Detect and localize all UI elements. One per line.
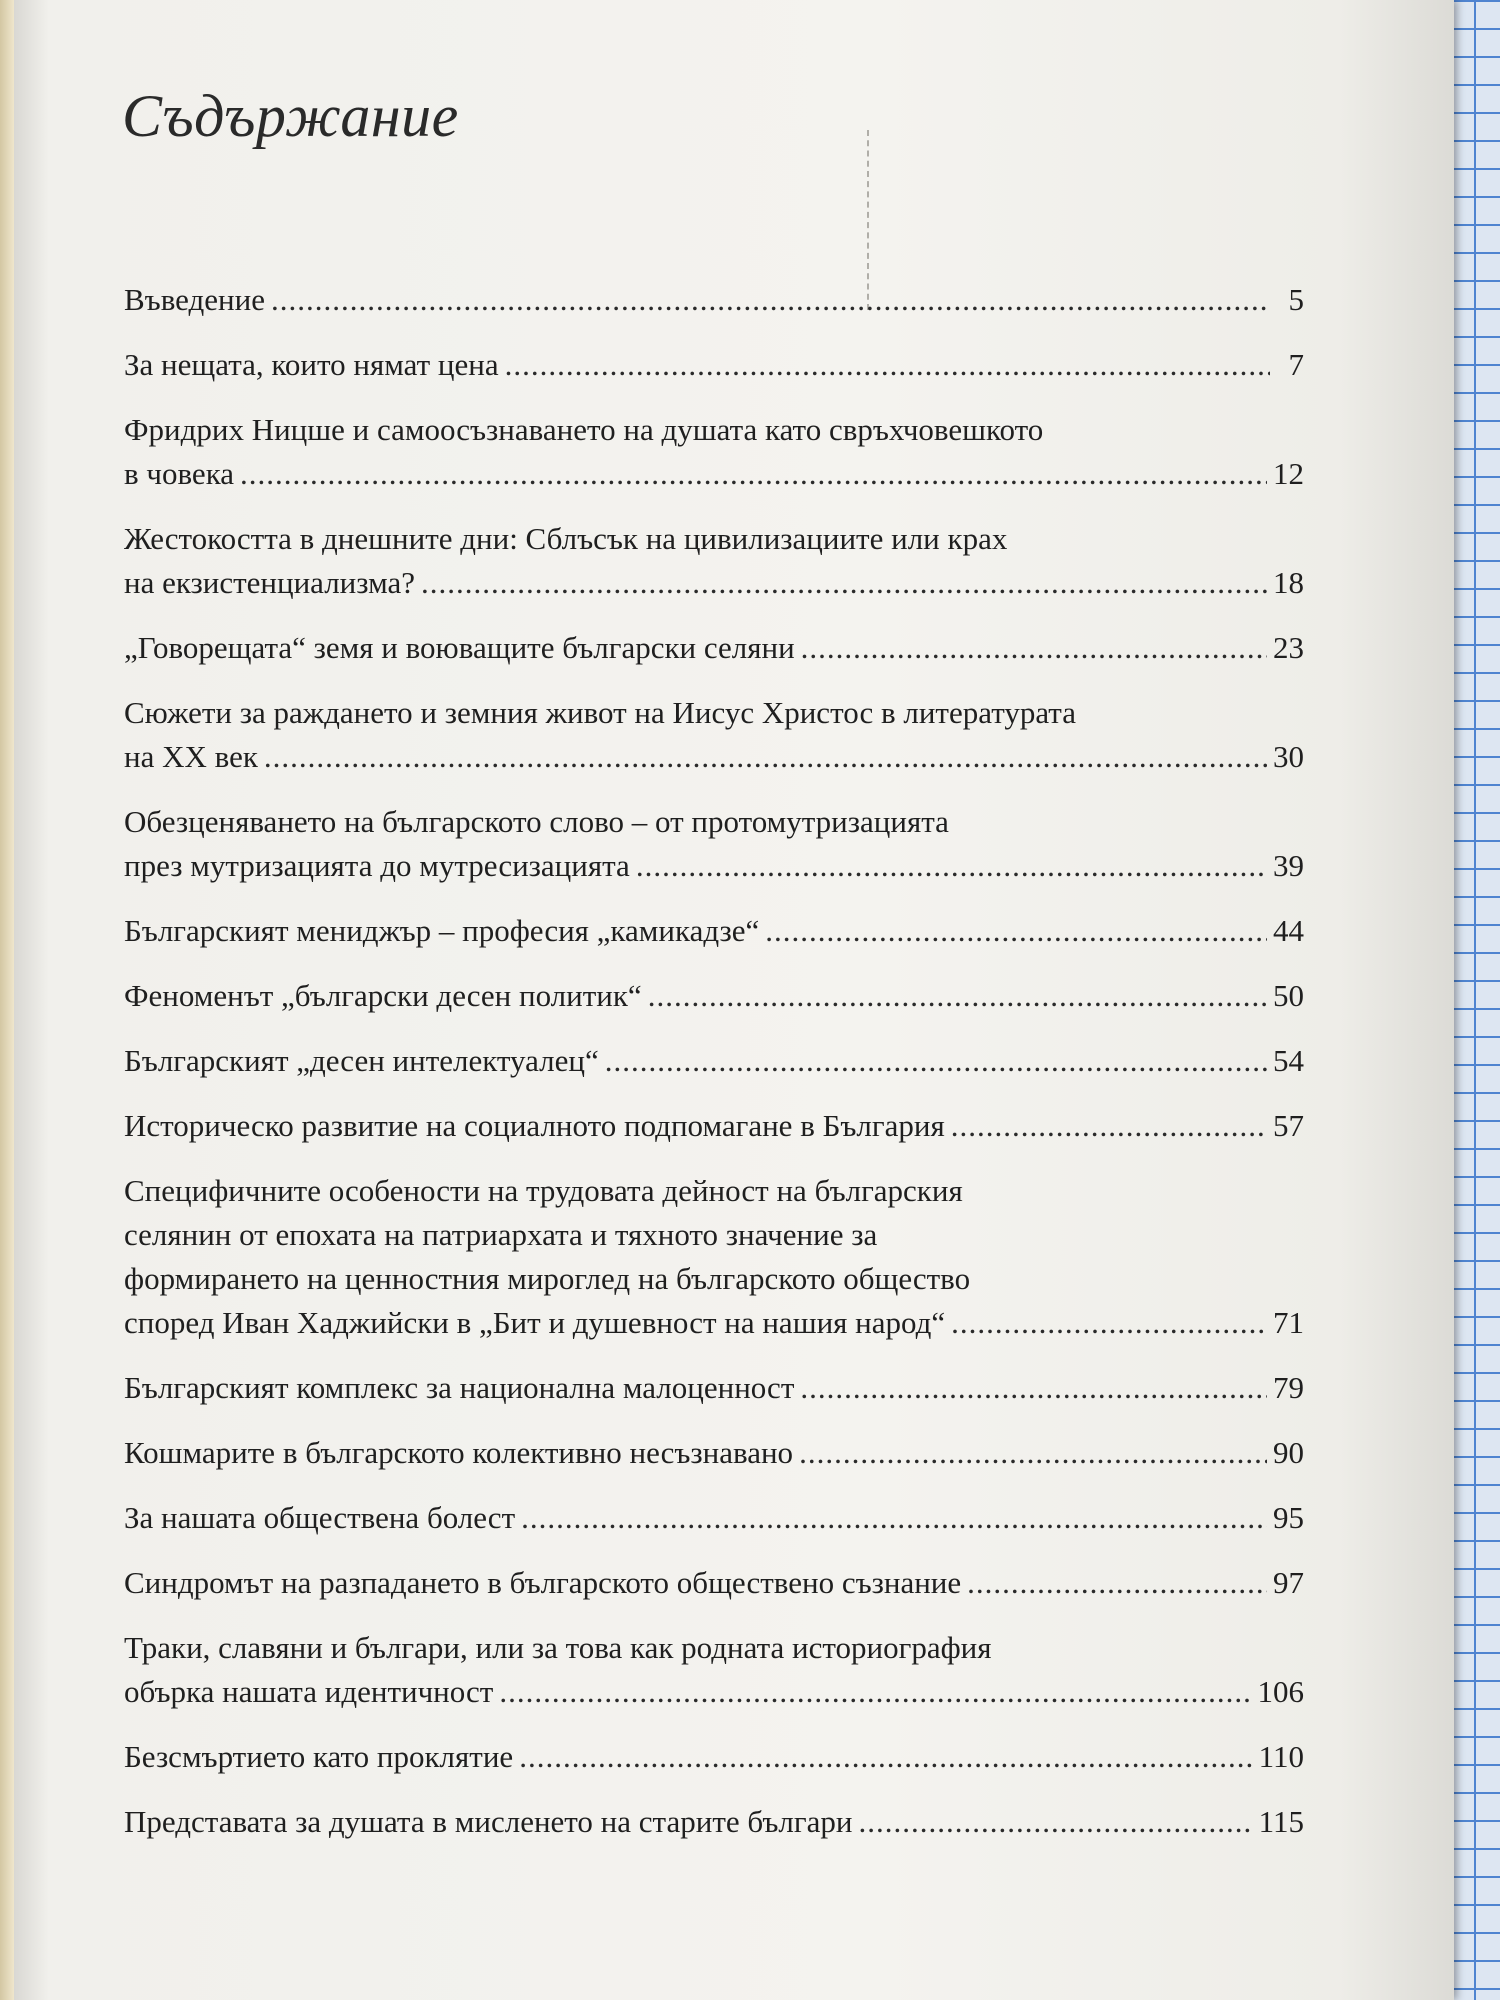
toc-entry-last-line xyxy=(124,343,1304,387)
toc-entry-title-line: Представата за душата в мисленето на старите българи xyxy=(124,1804,853,1839)
toc-entry-last-line xyxy=(124,909,1304,953)
toc-entry xyxy=(124,1431,1304,1475)
toc-entry xyxy=(124,1800,1304,1844)
toc-entry-page-number: 7 xyxy=(1288,347,1304,382)
book-page xyxy=(14,0,1454,2000)
toc-entry xyxy=(124,626,1304,670)
toc-entry-last-line xyxy=(124,452,1304,496)
toc-entry-title-line: според Иван Хаджийски в „Бит и душевност на нашия народ“ xyxy=(124,1305,946,1340)
dot-leader xyxy=(801,626,1267,670)
book-edge xyxy=(0,0,14,2000)
dot-leader xyxy=(636,844,1267,888)
toc-entry-page-number: 39 xyxy=(1273,848,1304,883)
dot-leader xyxy=(951,1301,1267,1345)
toc-entry xyxy=(124,1366,1304,1410)
toc-entry-page-number: 5 xyxy=(1288,282,1304,317)
toc-entry-title-line: на XX век xyxy=(124,739,258,774)
toc-entry-title-line: формирането на ценностния мироглед на българското общество xyxy=(124,1261,971,1296)
toc-entry xyxy=(124,1496,1304,1540)
toc-entry-last-line xyxy=(124,1735,1304,1779)
toc-entry-last-line xyxy=(124,735,1304,779)
dot-leader xyxy=(799,1431,1267,1475)
toc-entry-last-line xyxy=(124,1301,1304,1345)
toc-entry-page-number: 44 xyxy=(1273,913,1304,948)
toc-entry xyxy=(124,909,1304,953)
toc-entry-last-line xyxy=(124,1039,1304,1083)
dot-leader xyxy=(499,1670,1251,1714)
dot-leader xyxy=(648,974,1267,1018)
toc-entry-title-line: Историческо развитие на социалното подпомагане в България xyxy=(124,1108,945,1143)
dot-leader xyxy=(858,1800,1252,1844)
toc-entry-title-line: Кошмарите в българското колективно несъзнавано xyxy=(124,1435,794,1470)
dot-leader xyxy=(967,1561,1267,1605)
toc-entry-title-line: Българският комплекс за национална малоценност xyxy=(124,1370,795,1405)
dot-leader xyxy=(605,1039,1267,1083)
toc-entry-title-line: Феноменът „български десен политик“ xyxy=(124,978,642,1013)
toc-entry xyxy=(124,408,1304,496)
toc-entry-title-line: Жестокостта в днешните дни: Сблъсък на цивилизациите или крах xyxy=(124,521,1008,556)
toc-entry-last-line xyxy=(124,1561,1304,1605)
toc-entry xyxy=(124,278,1304,322)
toc-entry-title-line: Специфичните особености на трудовата дейност на българския xyxy=(124,1173,963,1208)
toc-entry-page-number: 97 xyxy=(1273,1565,1304,1600)
toc-entry-page-number: 71 xyxy=(1273,1305,1304,1340)
toc-entry-title-line: селянин от епохата на патриархата и тяхното значение за xyxy=(124,1217,878,1252)
toc-entry-last-line xyxy=(124,1431,1304,1475)
dot-leader xyxy=(519,1735,1252,1779)
toc-entry-last-line xyxy=(124,278,1304,322)
toc-entry-page-number: 115 xyxy=(1258,1804,1304,1839)
toc-entry-last-line xyxy=(124,561,1304,605)
dot-leader xyxy=(271,278,1270,322)
toc-entry-page-number: 54 xyxy=(1273,1043,1304,1078)
toc-entry-page-number: 18 xyxy=(1273,565,1304,600)
toc-entry xyxy=(124,691,1304,779)
toc-entry-last-line xyxy=(124,1104,1304,1148)
toc-entry-title-line: на екзистенциализма? xyxy=(124,565,416,600)
toc-entry xyxy=(124,1626,1304,1714)
toc-entry-title-line: Траки, славяни и българи, или за това как родната историография xyxy=(124,1630,992,1665)
toc-entry-page-number: 50 xyxy=(1273,978,1304,1013)
toc-entry-last-line xyxy=(124,626,1304,670)
toc-entry-title-line: За нашата обществена болест xyxy=(124,1500,516,1535)
toc-entry xyxy=(124,1169,1304,1345)
dot-leader xyxy=(800,1366,1267,1410)
toc-entry xyxy=(124,1039,1304,1083)
toc-entry-page-number: 23 xyxy=(1273,630,1304,665)
toc-entry-title-line: обърка нашата идентичност xyxy=(124,1674,494,1709)
toc-entry-title-line: Българският „десен интелектуалец“ xyxy=(124,1043,599,1078)
toc-entry-last-line xyxy=(124,974,1304,1018)
toc-entry-title-line: Фридрих Ницше и самоосъзнаването на душата като свръхчовешкото xyxy=(124,412,1044,447)
toc-entry-title-line: За нещата, които нямат цена xyxy=(124,347,499,382)
toc-entry-last-line xyxy=(124,1366,1304,1410)
toc-entry-last-line xyxy=(124,1800,1304,1844)
toc-entry-page-number: 79 xyxy=(1273,1370,1304,1405)
toc-entry-title-line: Въведение xyxy=(124,282,265,317)
toc-entry-page-number: 90 xyxy=(1273,1435,1304,1470)
dot-leader xyxy=(505,343,1270,387)
table-of-contents xyxy=(124,278,1304,1865)
toc-entry xyxy=(124,1735,1304,1779)
toc-entry-title-line: Обезценяването на българското слово – от протомутризацията xyxy=(124,804,949,839)
toc-entry-last-line xyxy=(124,1496,1304,1540)
dot-leader xyxy=(264,735,1267,779)
toc-entry xyxy=(124,343,1304,387)
toc-entry-title-line: Българският мениджър – професия „камикадзе“ xyxy=(124,913,760,948)
toc-entry-page-number: 57 xyxy=(1273,1108,1304,1143)
page-title: Съдържание xyxy=(122,83,459,149)
toc-entry xyxy=(124,1561,1304,1605)
toc-entry-last-line xyxy=(124,844,1304,888)
dot-leader xyxy=(421,561,1267,605)
toc-entry xyxy=(124,517,1304,605)
toc-entry-page-number: 106 xyxy=(1257,1674,1304,1709)
toc-entry-page-number: 30 xyxy=(1273,739,1304,774)
toc-entry xyxy=(124,1104,1304,1148)
toc-entry-title-line: Синдромът на разпадането в българското обществено съзнание xyxy=(124,1565,962,1600)
toc-entry xyxy=(124,800,1304,888)
dot-leader xyxy=(240,452,1267,496)
toc-entry-title-line: Безсмъртието като проклятие xyxy=(124,1739,514,1774)
toc-entry-page-number: 12 xyxy=(1273,456,1304,491)
toc-entry-page-number: 110 xyxy=(1258,1739,1304,1774)
toc-entry-title-line: в човека xyxy=(124,456,235,491)
toc-entry-title-line: „Говорещата“ земя и воюващите български селяни xyxy=(124,630,795,665)
toc-entry xyxy=(124,974,1304,1018)
toc-entry-title-line: Сюжети за раждането и земния живот на Иисус Христос в литературата xyxy=(124,695,1076,730)
toc-entry-last-line xyxy=(124,1670,1304,1714)
toc-entry-title-line: през мутризацията до мутресизацията xyxy=(124,848,630,883)
dot-leader xyxy=(765,909,1267,953)
dot-leader xyxy=(951,1104,1267,1148)
dot-leader xyxy=(521,1496,1267,1540)
toc-entry-page-number: 95 xyxy=(1273,1500,1304,1535)
